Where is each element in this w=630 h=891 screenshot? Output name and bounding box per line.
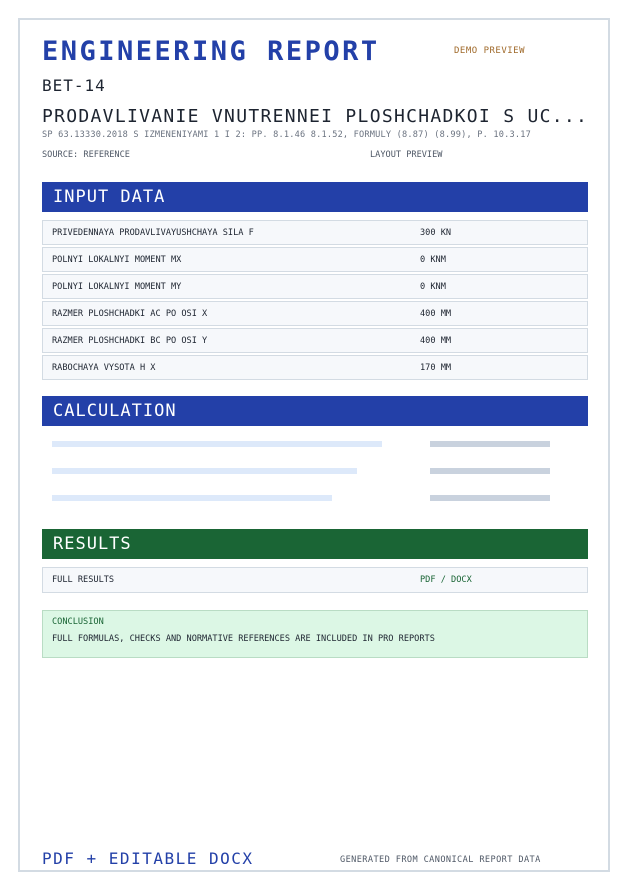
results-row <box>42 567 588 593</box>
row-label: RAZMER PLOSHCHADKI AC PO OSI X <box>52 309 208 319</box>
table-row <box>42 220 588 245</box>
results-formats-link[interactable]: PDF / DOCX <box>420 575 472 585</box>
table-row <box>42 274 588 299</box>
row-value: 300 KN <box>420 228 452 238</box>
footer-note: GENERATED FROM CANONICAL REPORT DATA <box>340 855 541 865</box>
input-data-heading: INPUT DATA <box>42 182 588 212</box>
conclusion-heading: CONCLUSION <box>52 617 104 627</box>
row-value: 0 KNM <box>420 255 446 265</box>
calculation-heading: CALCULATION <box>42 396 588 426</box>
layout-preview-label: LAYOUT PREVIEW <box>370 150 443 160</box>
row-value: 400 MM <box>420 336 452 346</box>
row-label: RABOCHAYA VYSOTA H X <box>52 363 156 373</box>
calculation-placeholder-line <box>52 441 382 447</box>
row-value: 170 MM <box>420 363 452 373</box>
report-sheet <box>18 18 610 872</box>
report-title: ENGINEERING REPORT <box>42 36 380 67</box>
demo-preview-badge: DEMO PREVIEW <box>454 46 526 56</box>
calculation-placeholder-line <box>52 468 357 474</box>
calculation-placeholder-value <box>430 468 550 474</box>
row-label: RAZMER PLOSHCHADKI BC PO OSI Y <box>52 336 208 346</box>
results-label: FULL RESULTS <box>52 575 115 585</box>
source-label: SOURCE: REFERENCE <box>42 150 130 160</box>
normative-references: SP 63.13330.2018 S IZMENENIYAMI 1 I 2: PP. 8.1.46 8.1.52, FORMULY (8.87) (8.99), P. 10.3.17 <box>42 130 532 140</box>
calculation-placeholder-value <box>430 441 550 447</box>
row-value: 400 MM <box>420 309 452 319</box>
report-code: BET-14 <box>42 76 106 95</box>
calculation-placeholder-value <box>430 495 550 501</box>
table-row <box>42 301 588 326</box>
results-heading: RESULTS <box>42 529 588 559</box>
report-subject: PRODAVLIVANIE VNUTRENNEI PLOSHCHADKOI S UC... <box>42 106 589 127</box>
footer-formats: PDF + EDITABLE DOCX <box>42 849 254 868</box>
conclusion-text: FULL FORMULAS, CHECKS AND NORMATIVE REFERENCES ARE INCLUDED IN PRO REPORTS <box>52 634 435 644</box>
row-label: POLNYI LOKALNYI MOMENT MX <box>52 255 182 265</box>
table-row <box>42 247 588 272</box>
input-data-table <box>42 220 588 382</box>
table-row <box>42 355 588 380</box>
row-label: PRIVEDENNAYA PRODAVLIVAYUSHCHAYA SILA F <box>52 228 254 238</box>
table-row <box>42 328 588 353</box>
row-label: POLNYI LOKALNYI MOMENT MY <box>52 282 182 292</box>
conclusion-box <box>42 610 588 658</box>
row-value: 0 KNM <box>420 282 446 292</box>
calculation-placeholder-line <box>52 495 332 501</box>
